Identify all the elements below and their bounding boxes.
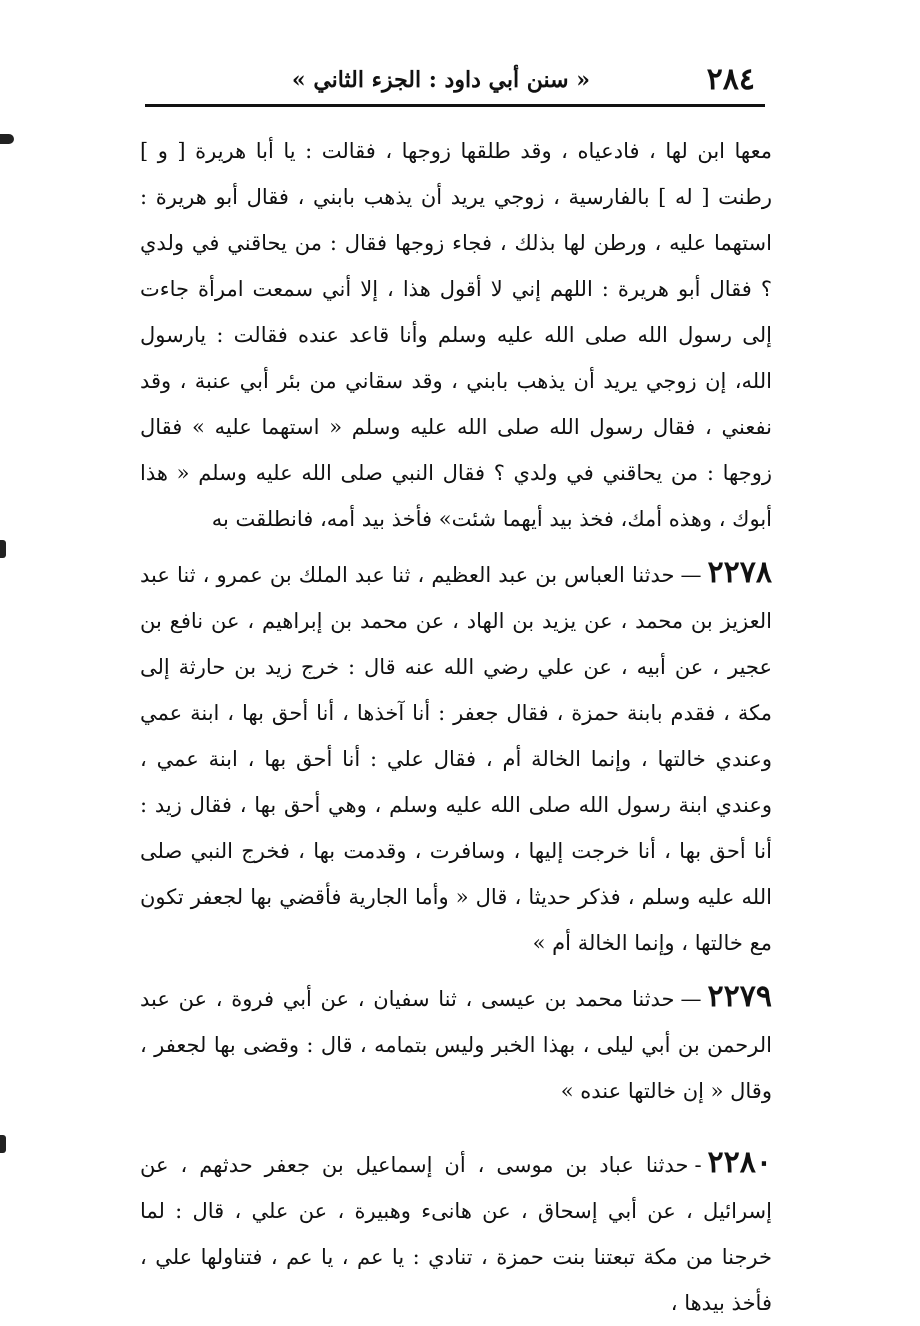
hadith-dash: - xyxy=(694,1153,702,1177)
hadith-dash: — xyxy=(680,563,702,587)
page-body xyxy=(140,128,772,1326)
hadith-entry xyxy=(140,1140,772,1326)
hadith-text: حدثنا العباس بن عبد العظيم ، ثنا عبد الملك بن عمرو ، ثنا عبد العزيز بن محمد ، عن يزيد بن الهاد ، عن محمد بن إبراهيم ، عن نافع بن عجير ، عن أبيه ، عن علي رضي الله عنه قال : خرج زيد بن حارثة إلى مكة ، فقدم بابنة حمزة ، فقال جعفر : أنا آخذها ، أنا أحق بها ، ابنة عمي وعندي خالتها ، وإنما الخالة أم ، فقال علي : أنا أحق بها ، ابنة عمي ، وعندي ابنة رسول الله صلى الله عليه وسلم ، وهي أحق بها ، فقال زيد : أنا أحق بها ، أنا خرجت إليها ، وسافرت ، وقدمت بها ، فخرج النبي صلى الله عليه وسلم ، فذكر حديثا ، قال « وأما الجارية فأقضي بها لجعفر تكون مع خالتها ، وإنما الخالة أم » xyxy=(140,563,772,955)
paragraph: معها ابن لها ، فادعياه ، وقد طلقها زوجها ، فقالت : يا أبا هريرة [ و ] رطنت [ له ] بالفارسية ، زوجي يريد أن يذهب بابني ، فقال أبو هريرة : استهما عليه ، ورطن لها بذلك ، فجاء زوجها فقال : من يحاقني في ولدي ؟ فقال أبو هريرة : اللهم إني لا أقول هذا ، إلا أني سمعت امرأة جاءت إلى رسول الله صلى الله عليه وسلم وأنا قاعد عنده فقالت : يارسول الله، إن زوجي يريد أن يذهب بابني ، وقد سقاني من بئر أبي عنبة ، وقد نفعني ، فقال رسول الله صلى الله عليه وسلم « استهما عليه » فقال زوجها : من يحاقني في ولدي ؟ فقال النبي صلى الله عليه وسلم « هذا أبوك ، وهذه أمك، فخذ بيد أيهما شئت» فأخذ بيد أمه، فانطلقت به xyxy=(140,139,772,531)
hadith-entry xyxy=(140,550,772,966)
hadith-number: ٢٢٨٠ xyxy=(707,1145,772,1180)
hadith-number: ٢٢٧٨ xyxy=(707,555,772,590)
hadith-text: حدثنا عباد بن موسى ، أن إسماعيل بن جعفر حدثهم ، عن إسرائيل ، عن أبي إسحاق ، عن هانىء وهبيرة ، عن علي ، قال : لما خرجنا من مكة تبعتنا بنت حمزة ، تنادي : يا عم ، يا عم ، فتناولها علي ، فأخذ بيدها ، xyxy=(140,1153,772,1315)
margin-mark xyxy=(0,1135,6,1153)
margin-mark xyxy=(0,540,6,558)
header-divider xyxy=(145,104,765,107)
page-header xyxy=(145,58,765,104)
page-number: ٢٨٤ xyxy=(706,62,755,97)
hadith-dash: — xyxy=(680,987,702,1011)
hadith-number: ٢٢٧٩ xyxy=(707,979,772,1014)
running-title: « سنن أبي داود : الجزء الثاني » xyxy=(291,67,590,93)
hadith-text: حدثنا محمد بن عيسى ، ثنا سفيان ، عن أبي فروة ، عن عبد الرحمن بن أبي ليلى ، بهذا الخبر وليس بتمامه ، قال : وقضى بها لجعفر ، وقال « إن خالتها عنده » xyxy=(140,987,772,1103)
hadith-entry xyxy=(140,974,772,1114)
margin-mark xyxy=(0,134,14,144)
